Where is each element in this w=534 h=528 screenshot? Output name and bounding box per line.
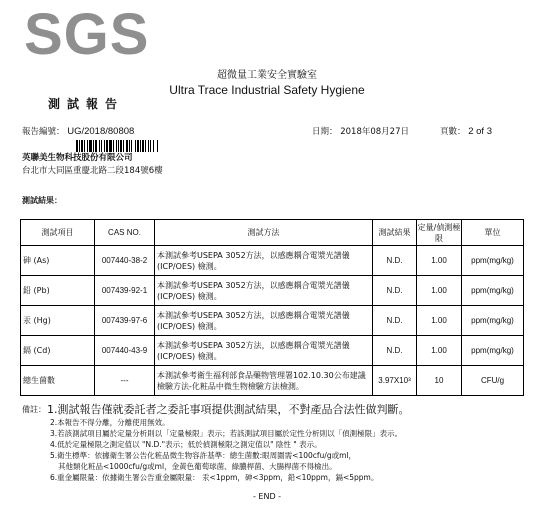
client-address: 台北市大同區重慶北路二段184號6樓	[22, 166, 163, 176]
header-test-method: 測試方法	[155, 220, 373, 246]
note-text: 1.測試報告僅就委託者之委託事項提供測試結果，不對產品合法性做判斷。	[47, 403, 410, 416]
note-text: 5.衛生標準：依據衛生署公告化粧品微生物容許基準：總生菌數:眼周圍需<100cfu/g或ml，	[50, 451, 356, 460]
note-text: 3.若該測試項目屬於定量分析則以「定量極限」表示；若該測試項目屬於定性分析則以「偵測極限」表示。	[50, 429, 403, 438]
client-name: 英聯美生物科技股份有限公司	[22, 153, 133, 163]
table-row	[21, 306, 524, 336]
cell-test-item: 總生菌數	[21, 366, 95, 396]
table-row	[21, 336, 524, 366]
note-item	[22, 461, 522, 472]
cell-test-method: 本測試參考USEPA 3052方法，以感應耦合電漿光譜儀(ICP/OES) 檢測。	[155, 276, 373, 306]
cell-test-method: 本測試參考USEPA 3052方法，以感應耦合電漿光譜儀(ICP/OES) 檢測。	[155, 336, 373, 366]
table-header-row	[21, 220, 524, 246]
cell-limit: 1.00	[417, 246, 462, 276]
note-text: 其他類化粧品<1000cfu/g或ml，金黃色葡萄球菌、綠膿桿菌、大腸桿菌不得檢出。	[58, 462, 337, 471]
report-number	[22, 126, 134, 138]
cell-test-item: 鎘 (Cd)	[21, 336, 95, 366]
cell-unit: CFU/g	[462, 366, 524, 396]
cell-unit: ppm(mg/kg)	[462, 246, 524, 276]
cell-unit: ppm(mg/kg)	[462, 276, 524, 306]
table-row	[21, 246, 524, 276]
note-item	[22, 439, 522, 450]
cell-test-result: N.D.	[373, 336, 417, 366]
cell-limit: 1.00	[417, 336, 462, 366]
note-item	[22, 472, 522, 483]
cell-cas-no: 007440-43-9	[95, 336, 155, 366]
header-limit: 定量/偵測極限	[417, 220, 462, 246]
cell-test-result: 3.97X10³	[373, 366, 417, 396]
note-item	[22, 402, 522, 417]
report-date-label: 日期：	[312, 127, 338, 137]
table-row	[21, 276, 524, 306]
note-text: 6.重金屬限量：依據衛生署公告重金屬限量： 汞<1ppm，砷<3ppm，鉛<10ppm，鎘<5ppm。	[50, 473, 379, 482]
document-title: 測試報告	[48, 97, 125, 111]
cell-cas-no: 007439-92-1	[95, 276, 155, 306]
cell-limit: 1.00	[417, 276, 462, 306]
report-date	[312, 126, 409, 138]
page-count-label: 頁數：	[440, 127, 466, 137]
cell-test-result: N.D.	[373, 276, 417, 306]
lab-name-chinese: 超微量工業安全實驗室	[217, 70, 317, 81]
table-row	[21, 366, 524, 396]
lab-name-english: Ultra Trace Industrial Safety Hygiene	[169, 83, 365, 97]
sgs-logo: SGS	[24, 2, 150, 67]
cell-unit: ppm(mg/kg)	[462, 336, 524, 366]
page-count	[440, 126, 492, 138]
note-text: 4.低於定量極限之測定值以 "N.D."表示；低於偵測極限之測定值以" 陰性 " 表示。	[50, 440, 322, 449]
cell-limit: 1.00	[417, 306, 462, 336]
header-cas-no: CAS NO.	[95, 220, 155, 246]
cell-unit: ppm(mg/kg)	[462, 306, 524, 336]
page-count-value: 2 of 3	[468, 126, 492, 137]
cell-cas-no: 007440-38-2	[95, 246, 155, 276]
results-label: 測試結果：	[22, 196, 62, 205]
notes-label: 備註：	[22, 405, 46, 414]
header-test-item: 測試項目	[21, 220, 95, 246]
report-date-value: 2018年08月27日	[340, 127, 409, 137]
note-item	[22, 428, 522, 439]
results-table	[20, 219, 524, 396]
cell-test-method: 本測試參考衛生福利部食品藥物管理署102.10.30公布建議檢驗方法-化粧品中微生物檢驗方法檢測。	[155, 366, 373, 396]
cell-cas-no: 007439-97-6	[95, 306, 155, 336]
notes-section	[22, 402, 522, 483]
cell-test-result: N.D.	[373, 306, 417, 336]
note-item	[22, 450, 522, 461]
header-unit: 單位	[462, 220, 524, 246]
cell-test-item: 鉛 (Pb)	[21, 276, 95, 306]
note-item	[22, 417, 522, 428]
cell-cas-no: ---	[95, 366, 155, 396]
cell-test-item: 汞 (Hg)	[21, 306, 95, 336]
header-test-result: 測試結果	[373, 220, 417, 246]
cell-test-method: 本測試參考USEPA 3052方法，以感應耦合電漿光譜儀(ICP/OES) 檢測。	[155, 246, 373, 276]
cell-limit: 10	[417, 366, 462, 396]
cell-test-result: N.D.	[373, 246, 417, 276]
report-number-value: UG/2018/80808	[67, 126, 135, 137]
cell-test-item: 砷 (As)	[21, 246, 95, 276]
end-marker: - END -	[252, 492, 282, 501]
report-number-label: 報告編號：	[22, 127, 65, 137]
cell-test-method: 本測試參考USEPA 3052方法，以感應耦合電漿光譜儀(ICP/OES) 檢測。	[155, 306, 373, 336]
barcode-image	[76, 140, 196, 152]
note-text: 2.本報告不得分離，分離使用無效。	[50, 418, 170, 427]
